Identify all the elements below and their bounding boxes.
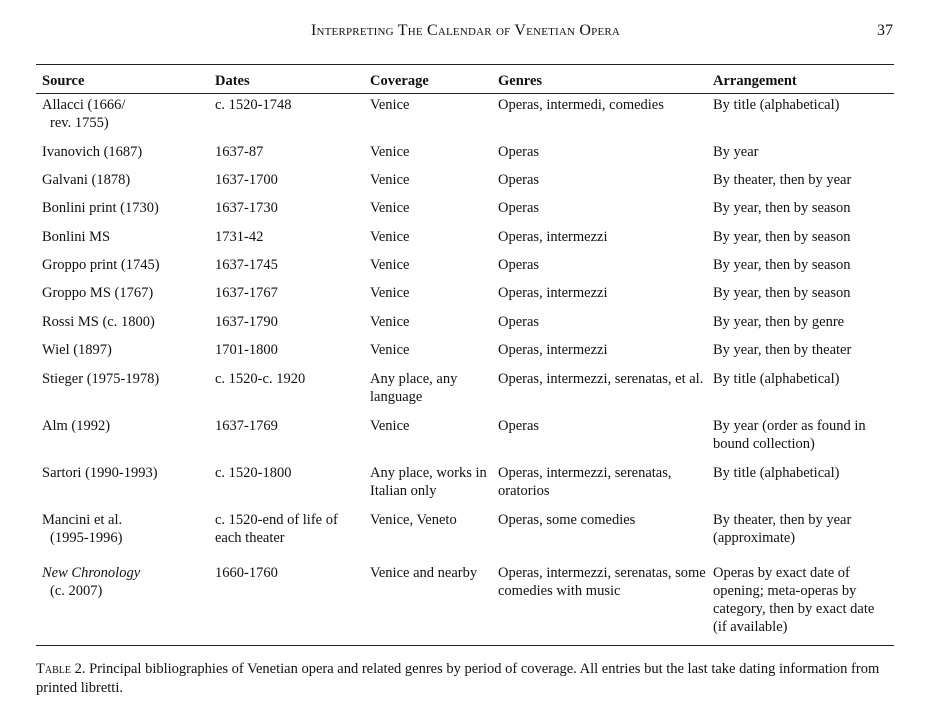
table-top-rule [36, 64, 894, 65]
cell-coverage: Venice [370, 257, 410, 273]
cell-genres: Operas, intermezzi, serenatas, some comedies with music [498, 565, 706, 599]
running-head [0, 22, 931, 46]
cell-dates: 1637-1745 [215, 257, 278, 273]
table-row [36, 370, 894, 417]
table-row [36, 284, 894, 313]
cell-source [36, 417, 215, 464]
source-text: Groppo MS (1767) [42, 285, 154, 301]
cell-coverage: Venice and nearby [370, 565, 478, 581]
table-row [36, 228, 894, 256]
cell-genres: Operas [498, 418, 540, 434]
cell-dates: c. 1520-1748 [215, 97, 292, 113]
cell-arrangement: By title (alphabetical) [713, 465, 840, 481]
cell-source [36, 256, 215, 284]
cell-dates: 1637-1730 [215, 200, 278, 216]
table-body [36, 96, 894, 636]
cell-genres: Operas, intermezzi [498, 229, 608, 245]
source-text: Galvani (1878) [42, 172, 131, 188]
cell-source [36, 313, 215, 341]
cell-genres: Operas [498, 314, 540, 330]
cell-genres: Operas, intermezzi, serenatas, et al. [498, 371, 704, 387]
table-caption [36, 660, 894, 698]
source-text: Bonlini print (1730) [42, 200, 159, 216]
source-text: Wiel (1897) [42, 342, 112, 358]
cell-dates: 1637-1790 [215, 314, 278, 330]
cell-source [36, 228, 215, 256]
cell-arrangement: By year, then by season [713, 285, 851, 301]
cell-genres: Operas [498, 172, 540, 188]
cell-coverage: Any place, works in Italian only [370, 465, 487, 499]
cell-source [36, 341, 215, 370]
cell-source [36, 284, 215, 313]
cell-dates: c. 1520-end of life of each theater [215, 512, 338, 546]
cell-genres: Operas, intermedi, comedies [498, 97, 664, 113]
column-header-coverage: Coverage [370, 73, 429, 89]
table-row [36, 417, 894, 464]
cell-source [36, 464, 215, 511]
cell-arrangement: Operas by exact date of opening; meta-operas by category, then by exact date (if available) [713, 565, 875, 635]
cell-genres: Operas [498, 257, 540, 273]
cell-dates: c. 1520-1800 [215, 465, 292, 481]
cell-source [36, 199, 215, 228]
cell-coverage: Venice [370, 97, 410, 113]
bibliography-table [36, 68, 894, 636]
source-text: Bonlini MS [42, 229, 111, 245]
cell-arrangement: By year, then by genre [713, 314, 845, 330]
cell-arrangement: By title (alphabetical) [713, 97, 840, 113]
cell-arrangement: By title (alphabetical) [713, 371, 840, 387]
cell-genres: Operas, intermezzi [498, 342, 608, 358]
cell-arrangement: By year [713, 144, 759, 160]
column-header-dates: Dates [215, 73, 250, 89]
cell-arrangement: By year (order as found in bound collection) [713, 418, 866, 452]
table-row [36, 199, 894, 228]
source-text: Sartori (1990-1993) [42, 465, 158, 481]
table-bottom-rule [36, 645, 894, 646]
cell-source [36, 564, 215, 636]
cell-genres: Operas, intermezzi, serenatas, oratorios [498, 465, 672, 499]
cell-source [36, 511, 215, 564]
cell-dates: 1637-1769 [215, 418, 278, 434]
cell-coverage: Venice [370, 144, 410, 160]
source-text: Ivanovich (1687) [42, 144, 143, 160]
cell-source [36, 171, 215, 199]
cell-coverage: Venice, Veneto [370, 512, 457, 528]
cell-coverage: Venice [370, 172, 410, 188]
cell-dates: 1637-1700 [215, 172, 278, 188]
table-row [36, 256, 894, 284]
cell-coverage: Venice [370, 200, 410, 216]
source-text-continued: (c. 2007) [50, 583, 103, 599]
caption-label: Table 2. [36, 661, 86, 677]
table-row [36, 341, 894, 370]
table-row [36, 143, 894, 171]
cell-coverage: Venice [370, 285, 410, 301]
cell-coverage: Any place, any language [370, 371, 458, 405]
table-row [36, 511, 894, 564]
cell-arrangement: By year, then by theater [713, 342, 852, 358]
cell-dates: 1637-1767 [215, 285, 278, 301]
cell-dates: c. 1520-c. 1920 [215, 371, 306, 387]
column-header-source: Source [42, 73, 85, 89]
cell-dates: 1701-1800 [215, 342, 278, 358]
caption-text: Principal bibliographies of Venetian opera and related genres by period of coverage. All entries but the last take dating information from printed libretti. [36, 661, 880, 696]
cell-arrangement: By theater, then by year (approximate) [713, 512, 852, 546]
cell-genres: Operas [498, 144, 540, 160]
source-text: Rossi MS (c. 1800) [42, 314, 155, 330]
table-row [36, 171, 894, 199]
cell-arrangement: By theater, then by year [713, 172, 852, 188]
cell-coverage: Venice [370, 342, 410, 358]
source-text: Allacci (1666/ [42, 97, 126, 113]
table-header-row [36, 68, 894, 96]
cell-genres: Operas, intermezzi [498, 285, 608, 301]
source-text: Alm (1992) [42, 418, 111, 434]
cell-arrangement: By year, then by season [713, 200, 851, 216]
source-text-continued: (1995-1996) [50, 530, 123, 546]
cell-arrangement: By year, then by season [713, 257, 851, 273]
table-row [36, 564, 894, 636]
cell-coverage: Venice [370, 418, 410, 434]
source-text-continued: rev. 1755) [50, 115, 109, 131]
cell-arrangement: By year, then by season [713, 229, 851, 245]
running-title: Interpreting The Calendar of Venetian Opera [310, 22, 621, 39]
cell-source [36, 143, 215, 171]
cell-coverage: Venice [370, 314, 410, 330]
cell-dates: 1660-1760 [215, 565, 278, 581]
cell-genres: Operas [498, 200, 540, 216]
column-header-arrangement: Arrangement [713, 73, 797, 89]
cell-dates: 1637-87 [215, 144, 264, 160]
cell-coverage: Venice [370, 229, 410, 245]
table-row [36, 313, 894, 341]
table-row [36, 464, 894, 511]
cell-genres: Operas, some comedies [498, 512, 636, 528]
cell-dates: 1731-42 [215, 229, 264, 245]
source-text: Groppo print (1745) [42, 257, 160, 273]
cell-source [36, 370, 215, 417]
page-number: 37 [877, 22, 893, 39]
table-row [36, 96, 894, 143]
source-text: Mancini et al. [42, 512, 123, 528]
column-header-genres: Genres [498, 73, 543, 89]
source-text: Stieger (1975-1978) [42, 371, 160, 387]
cell-source [36, 96, 215, 143]
source-text: New Chronology [42, 565, 141, 581]
